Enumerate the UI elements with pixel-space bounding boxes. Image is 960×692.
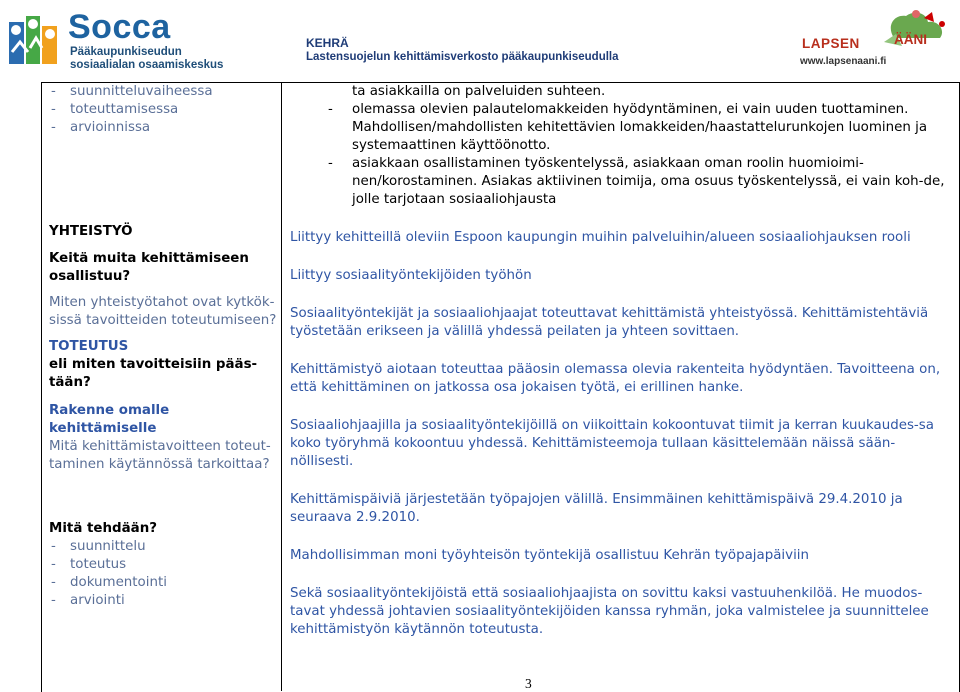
socca-logo xyxy=(6,8,224,72)
rakenne-text: Mitä kehittämistavoitteen toteut-taminen käytännössä tarkoittaa? xyxy=(49,439,271,472)
list-item xyxy=(328,101,954,119)
socca-figure-icon xyxy=(6,12,62,70)
phase-list xyxy=(49,83,277,137)
yhteistyo-paragraph-2: Liittyy sosiaalityöntekijöiden työhön xyxy=(290,268,532,283)
header-subtitle: Lastensuojelun kehittämisverkosto pääkaupunkiseudulla xyxy=(306,51,619,63)
list-item: - arvioinnissa xyxy=(49,119,277,137)
socca-subtitle-line1: Pääkaupunkiseudun xyxy=(70,46,182,58)
aani-word: ÄÄNI xyxy=(894,32,927,47)
list-item: - arviointi xyxy=(49,592,277,610)
left-column xyxy=(49,83,277,610)
rakenne-paragraph: Sosiaaliohjaajilla ja sosiaalityöntekijöillä on viikoittain kokoontuvat tiimit ja kerran kuukaudes-sa koko työryhmä kokoontuu yhdessä. Kehittämisteemoja tullaan käsittelemään näissä sään-nöllisesti. xyxy=(290,418,934,469)
lapsen-word: LAPSEN xyxy=(802,36,860,51)
socca-subtitle-line2: sosiaalialan osaamiskeskus xyxy=(70,59,224,71)
mita-heading: Mitä tehdään? xyxy=(49,521,157,536)
lapsen-aani-url: www.lapsenaani.fi xyxy=(800,56,887,67)
toteutus-question: eli miten tavoitteisiin pääs-tään? xyxy=(49,357,258,390)
kehittamispaivat-paragraph: Kehittämispäiviä järjestetään työpajojen välillä. Ensimmäinen kehittämispäivä 29.4.2010 ja seuraava 2.9.2010. xyxy=(290,492,903,525)
list-item: - suunnitteluvaiheessa xyxy=(49,83,277,101)
bullet-continuation: Mahdollisen/mahdollisten kehitettävien lomakkeiden/haastattelurunkojen luominen ja systemaattinen käyttöönotto. xyxy=(352,120,928,153)
rakenne-heading: Rakenne omalle kehittämiselle xyxy=(49,403,170,436)
table-column-divider xyxy=(281,82,282,691)
lapsen-aani-logo xyxy=(796,8,956,74)
list-item: - toteuttamisessa xyxy=(49,101,277,119)
bullet-text: asiakkaan osallistaminen työskentelyssä, asiakkaan oman roolin huomioimi-nen/korostaminen. Asiakas aktiivinen toimija, oma osuus työskentelyssä, ei vain koh-de, jolle tarjotaan sosiaaliohjausta xyxy=(352,156,945,207)
right-column xyxy=(290,83,954,639)
mita-list xyxy=(49,538,277,610)
header-title: KEHRÄ xyxy=(306,36,349,50)
page-header xyxy=(0,0,960,80)
yhteistyo-note: Miten yhteistyötahot ovat kytkök-sissä tavoitteiden toteutumiseen? xyxy=(49,295,277,328)
dash-marker: - xyxy=(328,156,333,171)
page-number: 3 xyxy=(525,676,532,691)
list-item: - toteutus xyxy=(49,556,277,574)
yhteistyo-heading: YHTEISTYÖ xyxy=(49,224,133,239)
dash-marker: - xyxy=(328,102,333,117)
yhteistyo-question: Keitä muita kehittämiseen osallistuu? xyxy=(49,251,249,284)
toteutus-paragraph-2: Kehittämistyö aiotaan toteuttaa pääosin olemassa olevia rakenteita hyödyntäen. Tavoitteena on, että kehittäminen on jatkossa osa jokaisen työtä, ei erillinen hanke. xyxy=(290,362,941,395)
intro-line: ta asiakkailla on palveluiden suhteen. xyxy=(352,84,606,99)
mita-paragraph-2: Sekä sosiaalityöntekijöistä että sosiaaliohjaajista on sovittu kaksi vastuuhenkilöä. He muodos-tavat yhdessä johtavien sosiaalityöntekijöiden kanssa ryhmän, joka valmistelee ja suunnittelee kehittämistyön käytännön toteutusta. xyxy=(290,586,929,637)
list-item: - dokumentointi xyxy=(49,574,277,592)
list-item xyxy=(328,155,954,209)
mita-paragraph-1: Mahdollisimman moni työyhteisön työntekijä osallistuu Kehrän työpajapäiviin xyxy=(290,548,809,563)
bullet-text: olemassa olevien palautelomakkeiden hyödyntäminen, ei vain uuden tuottaminen. xyxy=(352,102,909,117)
bullet-list xyxy=(290,83,954,209)
socca-name: Socca xyxy=(68,8,171,46)
toteutus-paragraph-1: Sosiaalityöntekijät ja sosiaaliohjaajat toteuttavat kehittämistä yhteistyössä. Kehittämistehtäviä työstetään erikseen ja välillä yhdessä peilaten ja yhteen sovittaen. xyxy=(290,306,929,339)
socca-subtitle xyxy=(70,46,223,72)
header-title-block xyxy=(306,36,619,65)
list-item: - suunnittelu xyxy=(49,538,277,556)
yhteistyo-paragraph-1: Liittyy kehitteillä oleviin Espoon kaupungin muihin palveluihin/alueen sosiaaliohjauksen rooli xyxy=(290,230,911,245)
toteutus-heading: TOTEUTUS xyxy=(49,339,129,354)
